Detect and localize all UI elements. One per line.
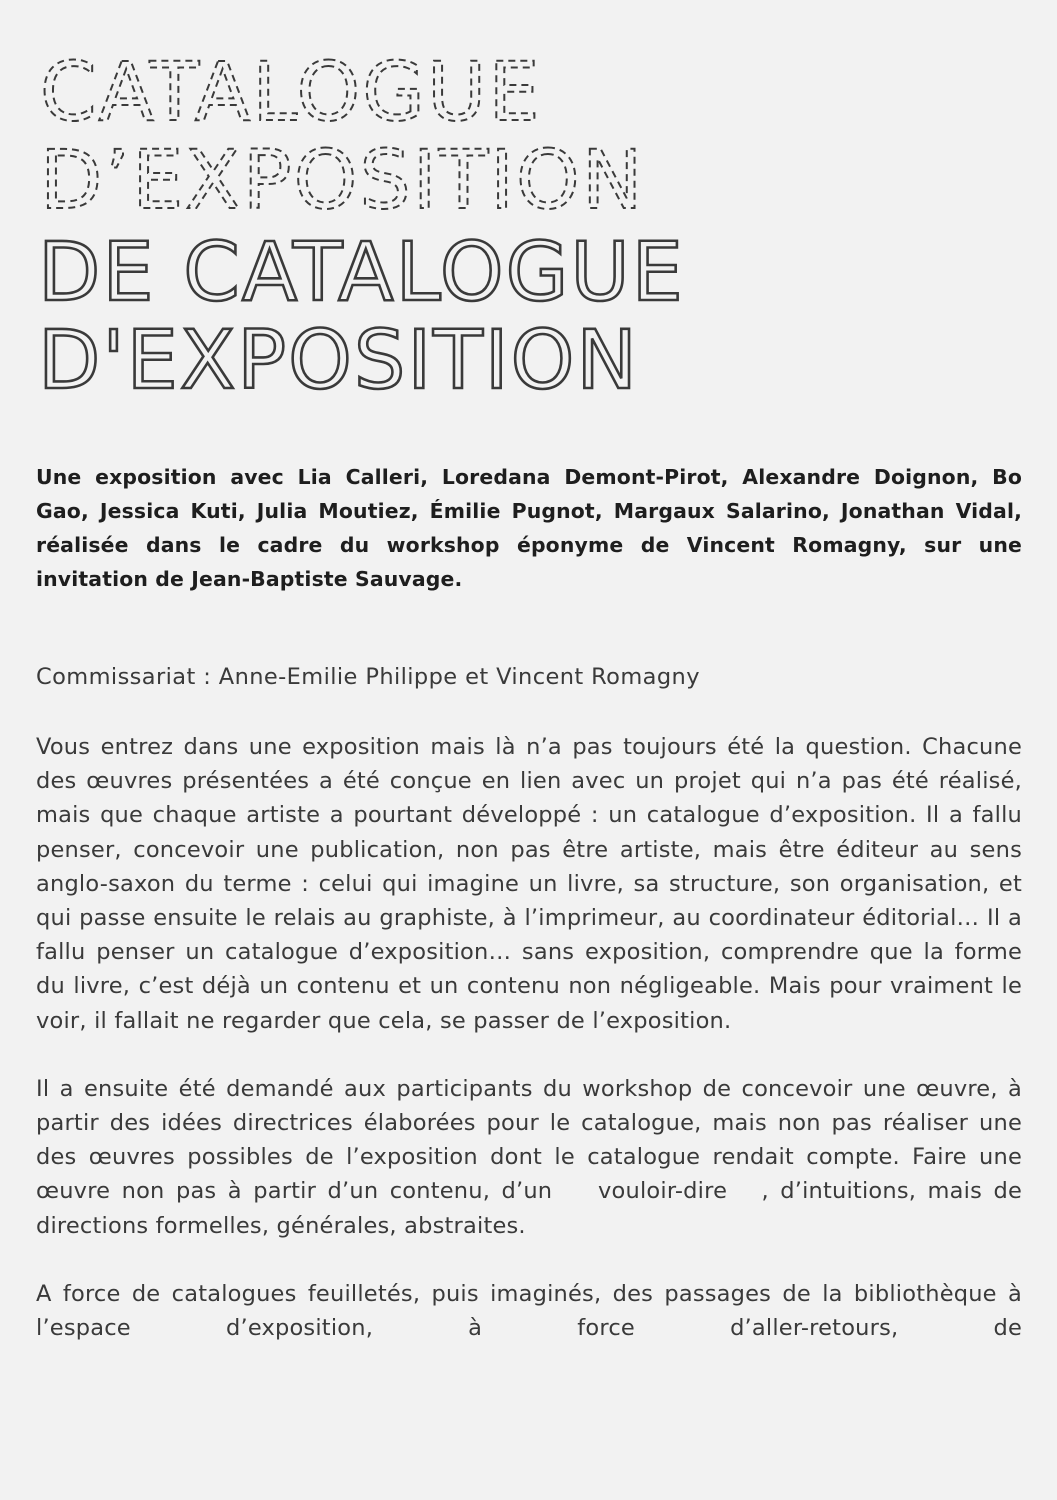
curators-line: Commissariat : Anne-Emilie Philippe et Vincent Romagny bbox=[36, 664, 700, 690]
title-line-3: DE CATALOGUE bbox=[38, 226, 685, 320]
title-block bbox=[36, 40, 1022, 400]
body-paragraph-1: Vous entrez dans une exposition mais là n’a pas toujours été la question. Chacune des œuvres présentées a été conçue en lien avec un projet qui n’a pas été réalisé, mais que chaque artiste a pourtant développé : un catalogue d’exposition. Il a fallu penser, concevoir une publication, non pas être artiste, mais être éditeur au sens anglo-saxon du terme : celui qui imagine un livre, sa structure, son organisation, et qui passe ensuite le relais au graphiste, à l’imprimeur, au coordinateur éditorial… Il a fallu penser un catalogue d’exposition… sans exposition, comprendre que la forme du livre, c’est déjà un contenu et un contenu non négligeable. Mais pour vraiment le voir, il fallait ne regarder que cela, se passer de l’exposition. bbox=[36, 734, 1022, 1034]
title-line-1: CATALOGUE bbox=[40, 46, 542, 140]
title-line-2: D’EXPOSITION bbox=[40, 134, 645, 228]
body-paragraph-3: A force de catalogues feuilletés, puis imaginés, des passages de la bibliothèque à l’espace d’exposition, à force d’aller-retours, de bbox=[36, 1280, 1022, 1342]
body-text bbox=[36, 730, 1030, 1379]
body-paragraph-2: Il a ensuite été demandé aux participants du workshop de concevoir une œuvre, à partir des idées directrices élaborées pour le catalogue, mais non pas réaliser une des œuvres possibles de l’exposition dont le catalogue rendait compte. Faire une œuvre non pas à partir d’un contenu, d’un vouloir-dire , d’intuitions, mais de directions formelles, générales, abstraites. bbox=[36, 1075, 1030, 1239]
intro-paragraph: Une exposition avec Lia Calleri, Loredana Demont-Pirot, Alexandre Doignon, Bo Gao, Jessica Kuti, Julia Moutiez, Émilie Pugnot, Margaux Salarino, Jonathan Vidal, réalisée dans le cadre du workshop éponyme de Vincent Romagny, sur une invitation de Jean-Baptiste Sauvage. bbox=[36, 465, 1022, 591]
title-line-4: D'EXPOSITION bbox=[38, 314, 639, 400]
